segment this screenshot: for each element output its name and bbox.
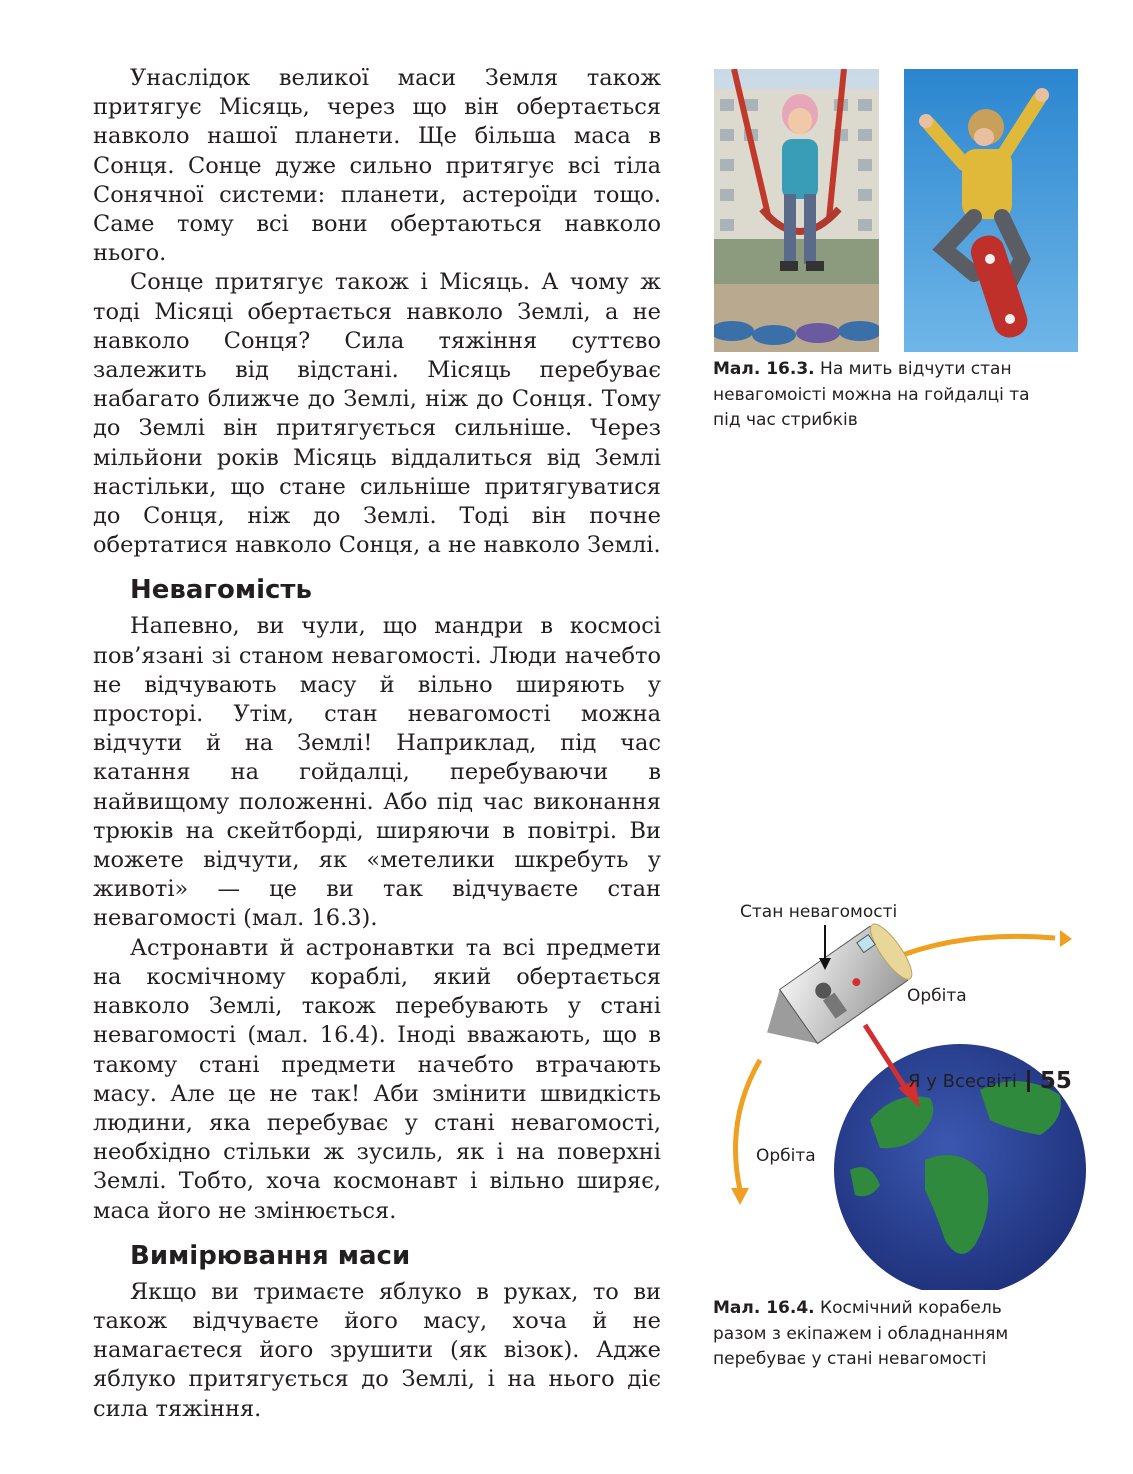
main-text-column	[93, 64, 661, 1424]
heading-weightlessness: Невагомість	[130, 575, 312, 606]
label-orbit-left: Орбіта	[756, 1146, 816, 1166]
paragraph-gravity-moon: Унаслідок великої маси Земля також притягує Місяць, через що він обертається навколо нашої планети. Ще більша маса в Сонця. Сонце дуже сильно притягує всі тіла Сонячної системи: планети, астероїди тощо. Саме тому всі вони обертаються навколо нього.	[93, 65, 661, 267]
footer-page-number	[908, 1064, 1072, 1098]
caption-figure-16-4	[713, 1296, 1043, 1373]
paragraph-apple: Якщо ви тримаєте яблуко в руках, то ви також відчуваєте його масу, хоча й не намагаєтеся його зрушити (як візок). Адже яблуко притягується до Землі, і на нього діє сила тяжіння.	[93, 1278, 661, 1422]
figure-label: Мал. 16.4.	[713, 1298, 815, 1318]
caption-figure-16-3	[713, 357, 1043, 434]
paragraph-weightlessness-earth: Напевно, ви чули, що мандри в космосі пов’язані зі станом невагомості. Люди начебто не відчувають масу й вільно ширяють у просторі. Утім, стан невагомості можна відчути й на Землі! Наприклад, під час катання на гойдалці, перебуваючи в найвищому положенні. Або під час виконання трюків на скейтборді, ширяючи в повітрі. Ви можете відчути, як «метелики шкребуть у животі» — це ви так відчуваєте стан невагомості (мал. 16.3).	[93, 613, 661, 932]
footer-section-title: Я у Всесвіті	[908, 1070, 1017, 1092]
orbit-diagram	[720, 920, 1090, 1290]
label-weightless-state: Стан невагомості	[740, 902, 898, 922]
swing-photo	[714, 69, 879, 352]
figure-caption-text: На мить відчути стан невагомоісті можна на гойдалці та під час стрибків	[713, 359, 1030, 430]
figure-caption-text: Космічний корабель разом з екіпажем і обладнанням перебуває у стані невагомості	[713, 1298, 1009, 1369]
footer-divider	[1027, 1070, 1030, 1092]
heading-mass-measurement: Вимірювання маси	[130, 1240, 411, 1271]
page-number: 55	[1039, 1068, 1072, 1094]
skateboard-photo	[904, 69, 1078, 352]
label-orbit-right: Орбіта	[907, 986, 967, 1006]
figure-label: Мал. 16.3.	[713, 359, 815, 379]
paragraph-moon-orbit: Сонце притягує також і Місяць. А чому ж тоді Місяці обертається навколо Землі, а не навколо Сонця? Сила тяжіння суттєво залежить від відстані. Місяць перебуває набагато ближче до Землі, ніж до Сонця. Тому до Землі він притягується сильніше. Через мільйони років Місяць віддалиться від Землі настільки, що стане сильніше притягуватися до Сонця, ніж до Землі. Тоді він почне обертатися навколо Сонця, а не навколо Землі.	[93, 269, 661, 559]
paragraph-astronauts: Астронавти й астронавтки та всі предмети на космічному кораблі, який обертається навколо Землі, також перебувають у стані невагомості (мал. 16.4). Іноді вважають, що в такому стані предмети начебто втрачають масу. Але це не так! Аби змінити швидкість людини, яка перебуває у стані невагомості, необхідно стільки ж зусиль, як і на поверхні Землі. Тобто, хоча космонавт і вільно ширяє, маса його не змінюється.	[93, 934, 661, 1224]
